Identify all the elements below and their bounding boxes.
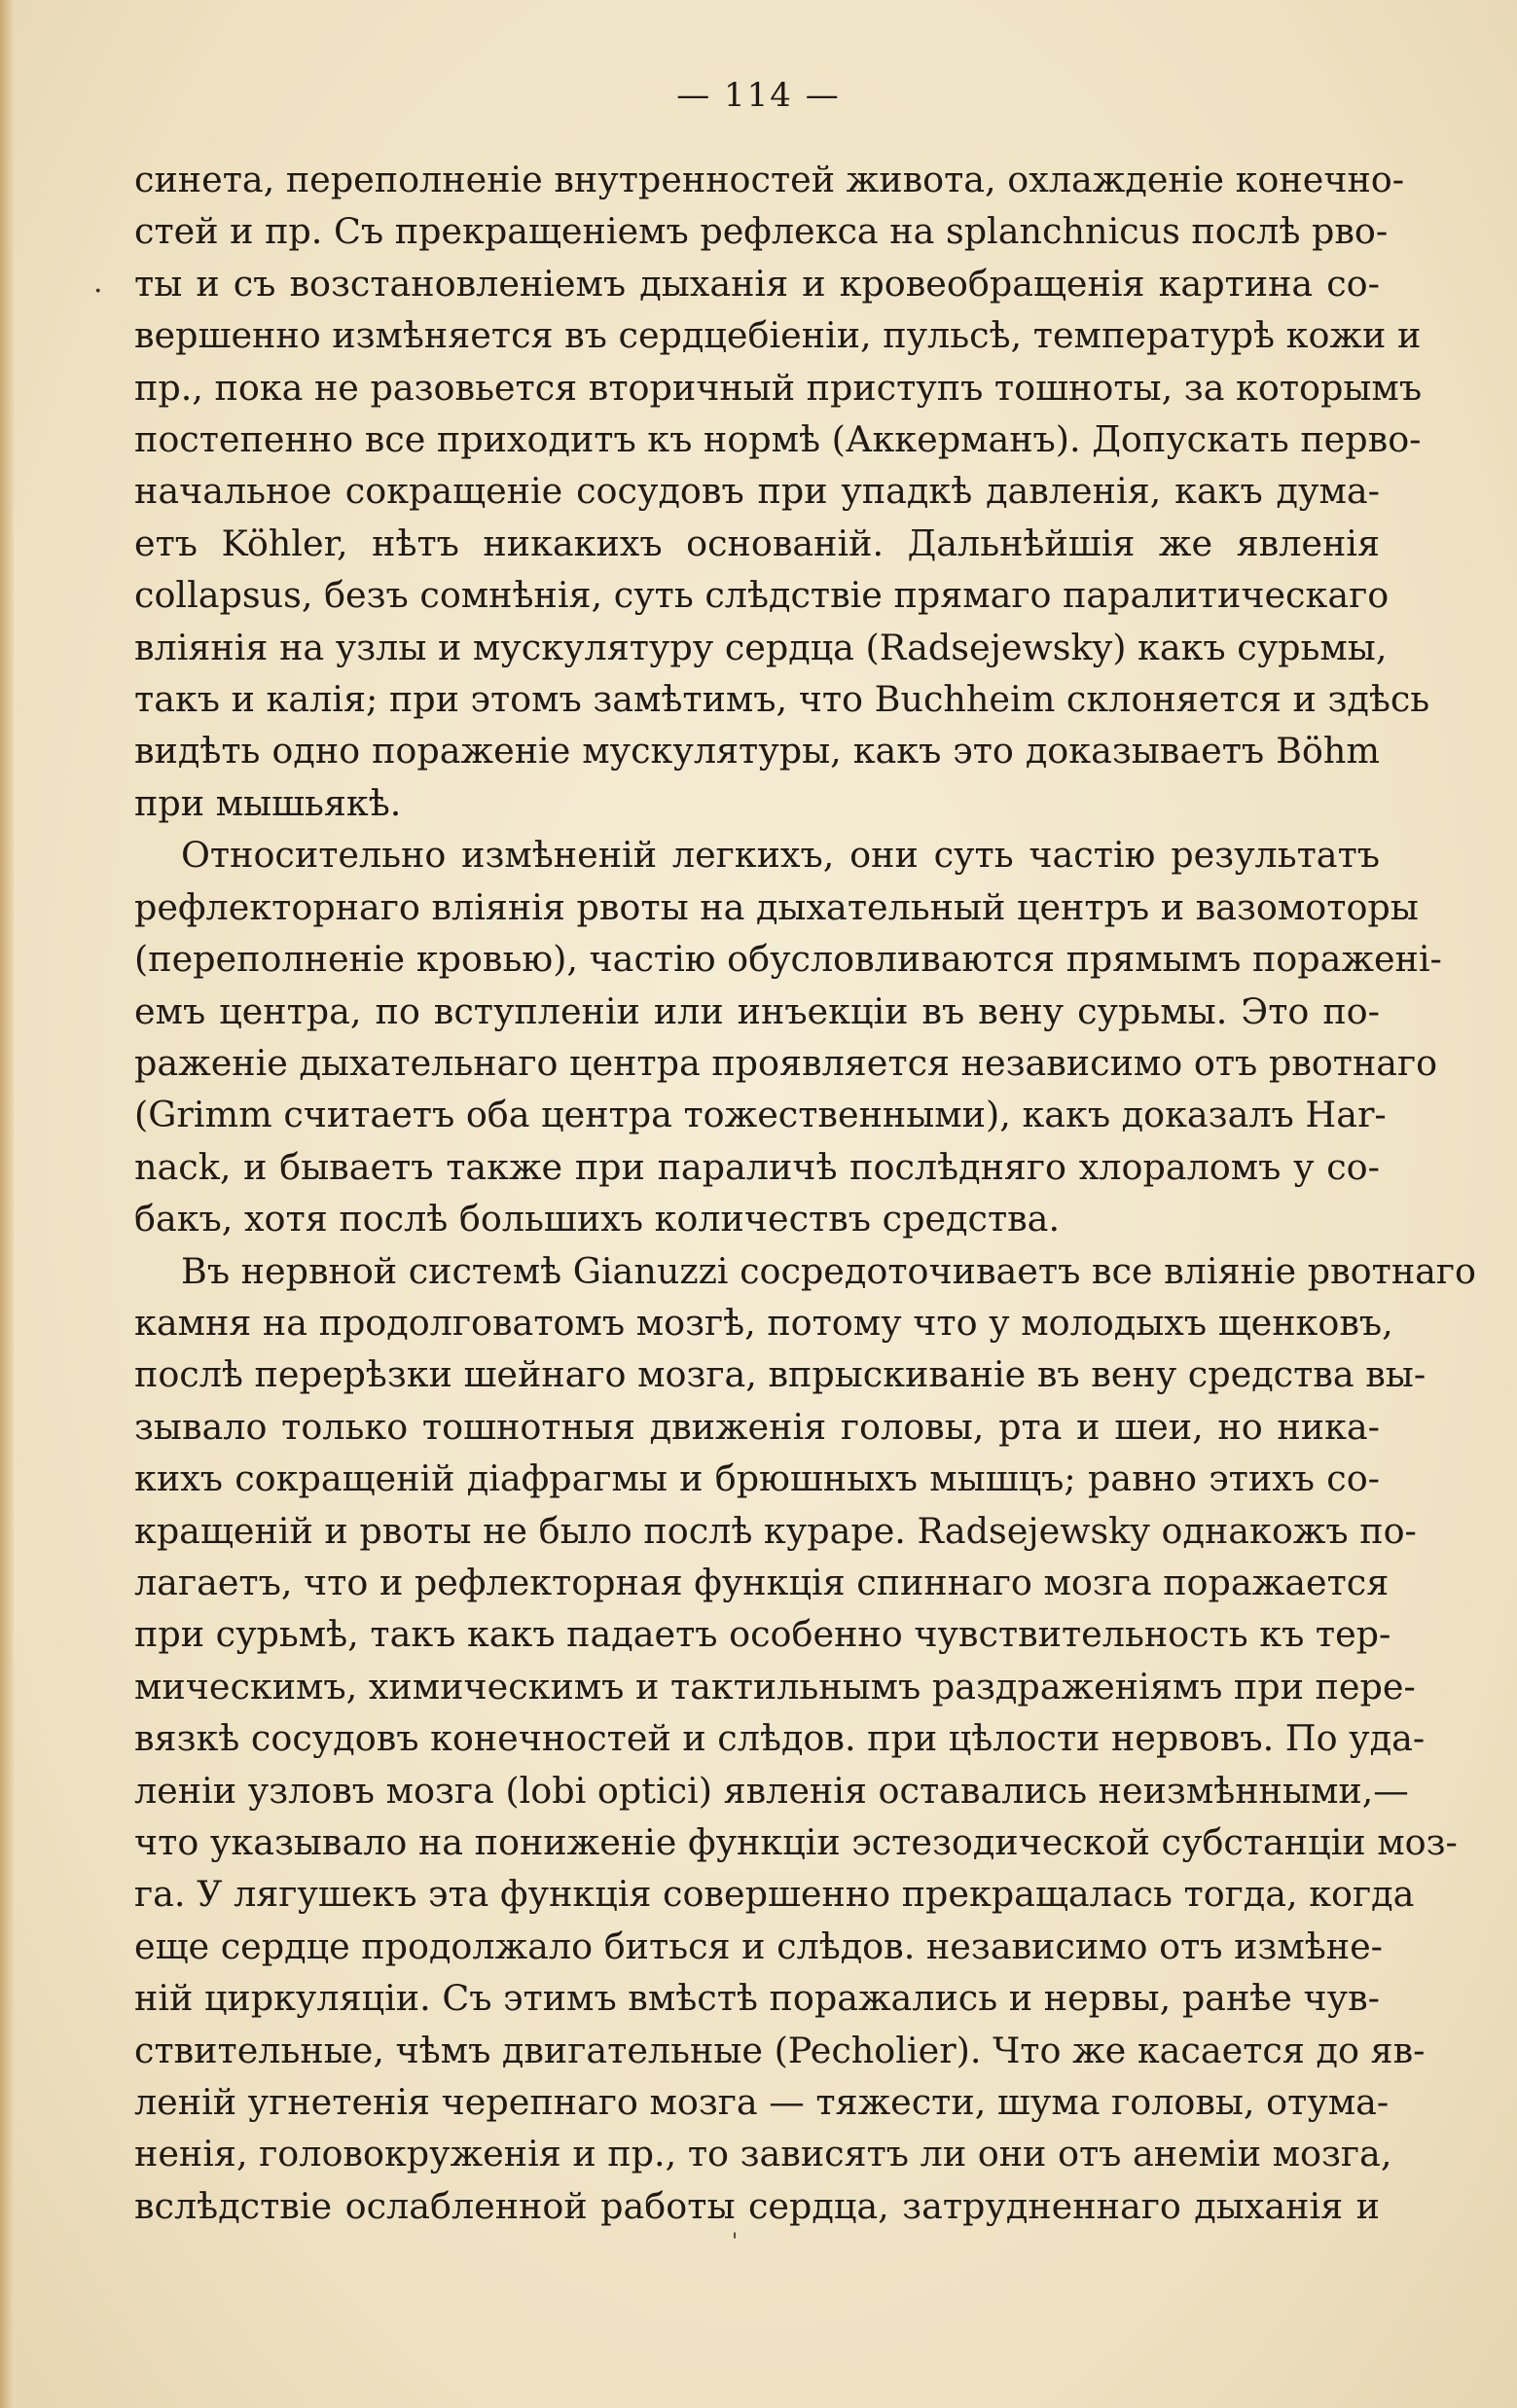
text-line: бакъ, хотя послѣ большихъ количествъ средства. (134, 1198, 1061, 1240)
text-line: начальное сокращеніе сосудовъ при упадкѣ давленія, какъ дума- (134, 470, 1380, 513)
stray-mark: ' (732, 2230, 739, 2254)
text-line: еще сердце продолжало биться и слѣдов. независимо отъ измѣне- (134, 1924, 1384, 1967)
text-line: ствительные, чѣмъ двигательные (Pecholier). Что же касается до яв- (134, 2029, 1426, 2071)
text-line: синета, переполненіе внутренностей живота, охлажденіе конечно- (134, 159, 1405, 200)
text-line: леніи узловъ мозга (lobi optici) явленія оставались неизмѣнными,— (134, 1769, 1409, 1812)
text-line: леній угнетенія черепнаго мозга — тяжести, шума головы, отума- (134, 2081, 1390, 2124)
text-line: пр., пока не разовьется вторичный приступъ тошноты, за которымъ (134, 366, 1423, 409)
text-line: вязкѣ сосудовъ конечностей и слѣдов. при цѣлости нервовъ. По уда- (134, 1717, 1426, 1760)
text-line: етъ Köhler, нѣтъ никакихъ основаній. Дальнѣйшія же явленія (134, 521, 1380, 564)
text-line: что указывало на пониженіе функціи эстезодической субстанціи моз- (134, 1821, 1458, 1863)
text-line: ній циркуляціи. Съ этимъ вмѣстѣ поражались и нервы, ранѣе чув- (134, 1977, 1380, 2020)
body-text (134, 154, 1477, 2232)
text-line: зывало только тошнотныя движенія головы, рта и шеи, но ника- (134, 1405, 1380, 1448)
text-line: лагаетъ, что и рефлекторная функція спиннаго мозга поражается (134, 1561, 1390, 1603)
text-line: стей и пр. Съ прекращеніемъ рефлекса на splanchnicus послѣ рво- (134, 210, 1389, 253)
text-line: вліянія на узлы и мускулятуру сердца (Radsejewsky) какъ сурьмы, (134, 626, 1388, 668)
text-line: ненія, головокруженія и пр., то зависятъ ли они отъ анеміи мозга, (134, 2133, 1392, 2175)
page-binding-edge (0, 0, 14, 2408)
text-line: послѣ перерѣзки шейнаго мозга, впрыскиваніе въ вену средства вы- (134, 1353, 1427, 1396)
text-line: раженіе дыхательнаго центра проявляется независимо отъ рвотнаго (134, 1041, 1438, 1084)
text-line: камня на продолговатомъ мозгѣ, потому что у молодыхъ щенковъ, (134, 1301, 1393, 1344)
text-line: рефлекторнаго вліянія рвоты на дыхательный центръ и вазомоторы (134, 885, 1419, 928)
text-line: (переполненіе кровью), частію обусловливаются прямымъ пораженi- (134, 938, 1442, 981)
page-number: — 114 — (676, 76, 841, 115)
text-line: ты и съ возстановленіемъ дыханія и кровеобращенія картина со- (134, 262, 1380, 305)
text-line: при сурьмѣ, такъ какъ падаетъ особенно чувствительность къ тер- (134, 1613, 1391, 1656)
text-line: вслѣдствіе ослабленной работы сердца, затрудненнаго дыханія и (134, 2184, 1380, 2227)
text-line: вершенно измѣняется въ сердцебіеніи, пульсѣ, температурѣ кожи и (134, 314, 1422, 357)
text-line: при мышьякѣ. (134, 781, 402, 824)
text-line: постепенно все приходитъ къ нормѣ (Аккерманъ). Допускать перво- (134, 418, 1422, 461)
text-line: кихъ сокращеній діафрагмы и брюшныхъ мышцъ; равно этихъ со- (134, 1457, 1380, 1500)
text-line: Относительно измѣненій легкихъ, они суть частію результатъ (181, 834, 1380, 877)
text-line: (Grimm считаетъ оба центра тожественными), какъ доказалъ Har- (134, 1094, 1387, 1136)
text-line: nack, и бываетъ также при параличѣ послѣдняго хлораломъ у со- (134, 1145, 1380, 1188)
text-line: такъ и калія; при этомъ замѣтимъ, что Buchheim склоняется и здѣсь (134, 678, 1430, 721)
stray-mark: · (93, 274, 103, 308)
text-line: емъ центра, по вступленіи или инъекціи въ вену сурьмы. Это по- (134, 989, 1380, 1032)
text-line: collapsus, безъ сомнѣнія, суть слѣдствіе прямаго паралитическаго (134, 574, 1390, 617)
text-line: кращеній и рвоты не было послѣ кураре. Radsejewsky однакожъ по- (134, 1509, 1417, 1552)
text-line: мическимъ, химическимъ и тактильнымъ раздраженіямъ при пере- (134, 1665, 1416, 1707)
text-line: га. У лягушекъ эта функція совершенно прекращалась тогда, когда (134, 1873, 1415, 1916)
text-line: видѣть одно пораженіе мускулятуры, какъ это доказываетъ Böhm (134, 730, 1380, 773)
text-line: Въ нервной системѣ Gianuzzi сосредоточиваетъ все вліяніе рвотнаго (181, 1249, 1477, 1292)
